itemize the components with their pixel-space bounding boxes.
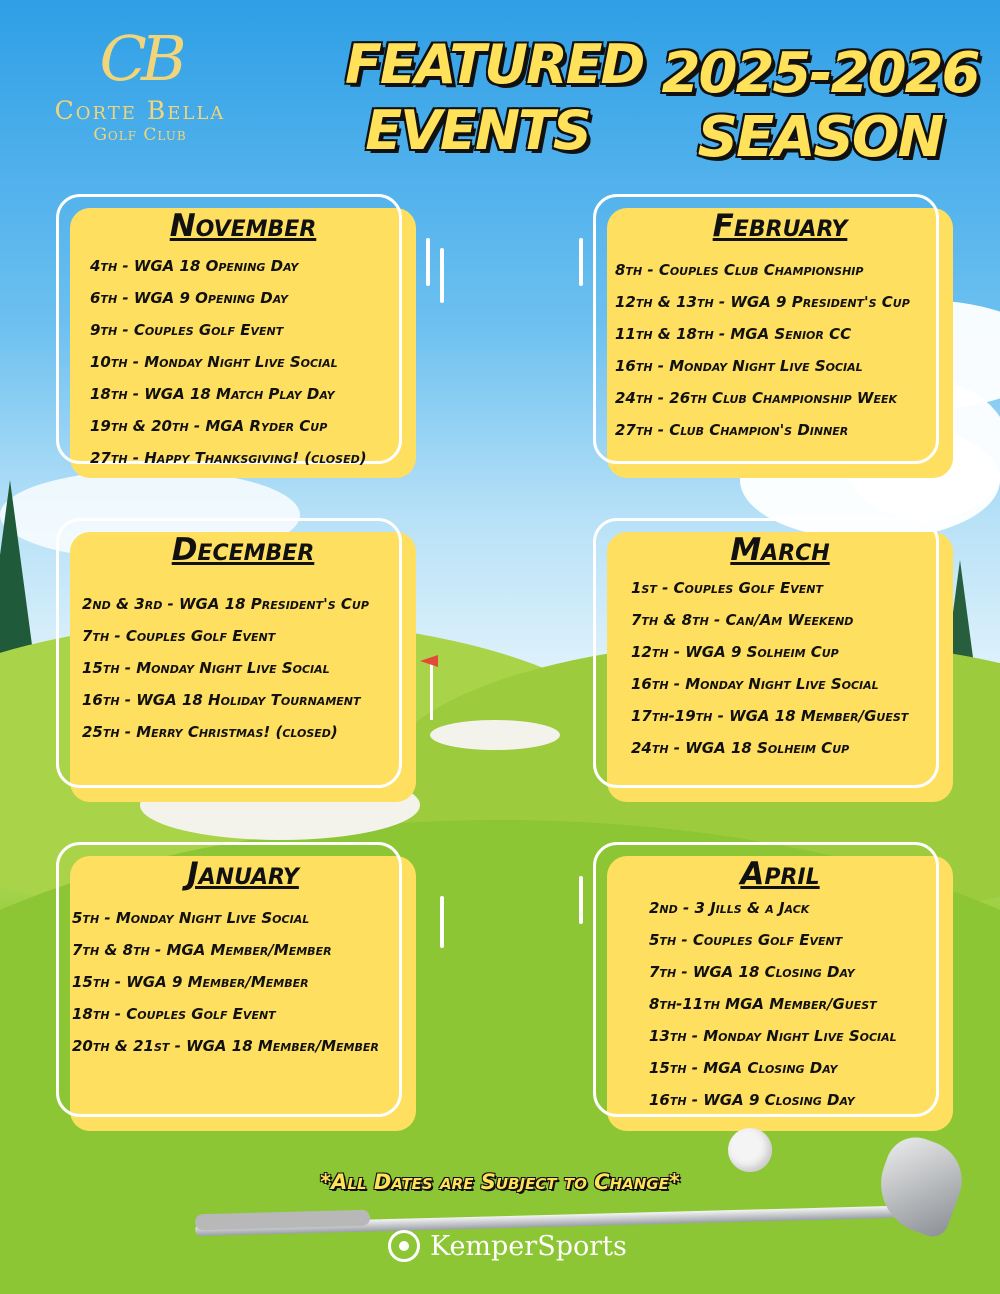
event-item: 7th - WGA 18 Closing Day: [649, 963, 855, 981]
event-item: 12th & 13th - WGA 9 President's Cup: [615, 293, 910, 311]
event-item: 16th - WGA 18 Holiday Tournament: [82, 691, 361, 709]
month-card-december: [70, 532, 416, 802]
headline-right-line-2: SEASON: [697, 105, 943, 170]
event-item: 7th & 8th - Can/Am Weekend: [631, 611, 854, 629]
event-item: 25th - Merry Christmas! (closed): [82, 723, 338, 741]
month-card-november: [70, 208, 416, 478]
event-item: 10th - Monday Night Live Social: [90, 353, 338, 371]
logo-subtitle: Golf Club: [93, 125, 187, 145]
corte-bella-logo: [30, 22, 250, 145]
event-item: 6th - WGA 9 Opening Day: [90, 289, 288, 307]
event-item: 16th - Monday Night Live Social: [615, 357, 863, 375]
event-item: 12th - WGA 9 Solheim Cup: [631, 643, 839, 661]
kempersports-logo-icon: [388, 1230, 420, 1262]
event-item: 19th & 20th - MGA Ryder Cup: [90, 417, 328, 435]
event-item: 16th - WGA 9 Closing Day: [649, 1091, 855, 1109]
month-title: March: [730, 532, 830, 568]
event-item: 24th - 26th Club Championship Week: [615, 389, 898, 407]
brand-name: KemperSports: [430, 1230, 627, 1262]
event-item: 2nd & 3rd - WGA 18 President's Cup: [82, 595, 369, 613]
event-item: 4th - WGA 18 Opening Day: [90, 257, 299, 275]
logo-monogram: CB: [99, 22, 181, 95]
event-item: 7th & 8th - MGA Member/Member: [72, 941, 332, 959]
event-item: 1st - Couples Golf Event: [631, 579, 823, 597]
month-title: January: [187, 856, 299, 892]
event-item: 8th-11th MGA Member/Guest: [649, 995, 877, 1013]
event-item: 16th - Monday Night Live Social: [631, 675, 879, 693]
month-card-february: [607, 208, 953, 478]
event-item: 9th - Couples Golf Event: [90, 321, 284, 339]
month-title: November: [169, 208, 317, 244]
month-title: February: [712, 208, 848, 244]
season-title: [660, 42, 980, 170]
event-item: 5th - Monday Night Live Social: [72, 909, 310, 927]
headline-right-line-1: 2025-2026: [661, 41, 979, 106]
event-item: 2nd - 3 Jills & a Jack: [649, 899, 810, 917]
event-item: 18th - WGA 18 Match Play Day: [90, 385, 335, 403]
month-card-april: [607, 856, 953, 1131]
event-item: 27th - Club Champion's Dinner: [615, 421, 849, 439]
event-item: 15th - MGA Closing Day: [649, 1059, 838, 1077]
event-item: 13th - Monday Night Live Social: [649, 1027, 897, 1045]
event-item: 7th - Couples Golf Event: [82, 627, 276, 645]
event-item: 27th - Happy Thanksgiving! (closed): [90, 449, 367, 467]
golf-ball-icon: [728, 1128, 772, 1172]
event-item: 18th - Couples Golf Event: [72, 1005, 276, 1023]
event-item: 5th - Couples Golf Event: [649, 931, 843, 949]
headline-left-line-1: FEATURED: [345, 33, 644, 96]
month-card-january: [70, 856, 416, 1131]
month-title: April: [740, 856, 820, 892]
dates-subject-to-change-note: *All Dates are Subject to Change*: [320, 1170, 680, 1194]
event-item: 8th - Couples Club Championship: [615, 261, 864, 279]
month-title: December: [171, 532, 315, 568]
event-item: 15th - WGA 9 Member/Member: [72, 973, 309, 991]
event-item: 24th - WGA 18 Solheim Cup: [631, 739, 850, 757]
logo-name: Corte Bella: [54, 96, 226, 125]
kempersports-brand: [388, 1230, 627, 1262]
event-item: 20th & 21st - WGA 18 Member/Member: [72, 1037, 379, 1055]
flag-icon: [420, 655, 438, 667]
event-item: 17th-19th - WGA 18 Member/Guest: [631, 707, 909, 725]
month-card-march: [607, 532, 953, 802]
event-item: 11th & 18th - MGA Senior CC: [615, 325, 852, 343]
event-item: 15th - Monday Night Live Social: [82, 659, 330, 677]
featured-events-title: [345, 32, 644, 164]
headline-left-line-2: EVENTS: [365, 99, 590, 162]
